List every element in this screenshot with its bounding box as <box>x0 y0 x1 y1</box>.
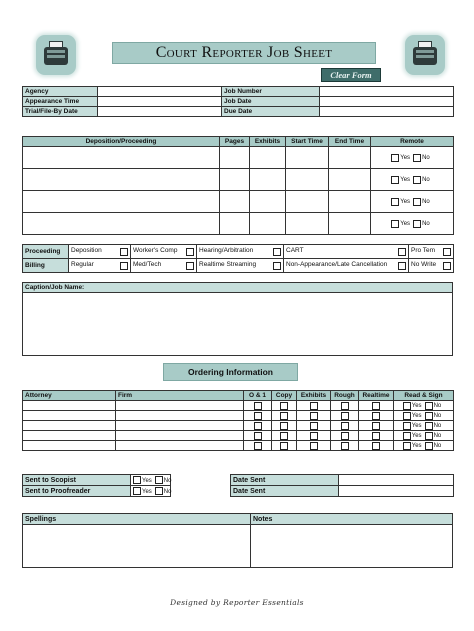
rough-checkbox[interactable] <box>341 402 349 410</box>
start-time-field[interactable] <box>286 213 329 235</box>
rough-checkbox[interactable] <box>341 412 349 420</box>
pages-field[interactable] <box>220 147 250 169</box>
start-time-field[interactable] <box>286 169 329 191</box>
billing-label: Billing <box>23 259 69 273</box>
read-sign-no-checkbox[interactable] <box>425 432 433 440</box>
remote-no-checkbox[interactable] <box>413 154 421 162</box>
col-pages: Pages <box>220 137 250 147</box>
firm-field[interactable] <box>116 441 244 451</box>
attorney-field[interactable] <box>23 421 116 431</box>
read-sign-yes-checkbox[interactable] <box>403 422 411 430</box>
exhibits-field[interactable] <box>250 213 286 235</box>
page-title: Court Reporter Job Sheet <box>155 44 333 61</box>
o-and-1-checkbox[interactable] <box>254 432 262 440</box>
footer-credit: Designed by Reporter Essentials <box>170 598 304 607</box>
deposition-field[interactable] <box>23 191 220 213</box>
spellings-label: Spellings <box>23 514 250 525</box>
ordering-title: Ordering Information <box>188 367 273 377</box>
end-time-field[interactable] <box>329 191 371 213</box>
remote-yes-checkbox[interactable] <box>391 154 399 162</box>
col-firm: Firm <box>116 391 244 401</box>
col-realtime: Realtime <box>359 391 394 401</box>
firm-field[interactable] <box>116 421 244 431</box>
proofreader-yes-checkbox[interactable] <box>133 487 141 495</box>
job-info-table <box>22 86 454 117</box>
sent-table: Sent to Scopist Yes No Date Sent Sent to Proofreader Yes No Date Sent <box>22 474 454 497</box>
non-appearance-checkbox[interactable] <box>398 262 406 270</box>
end-time-field[interactable] <box>329 213 371 235</box>
ordering-row: Yes No <box>23 401 454 411</box>
deposition-row: Yes No <box>23 191 454 213</box>
col-rough: Rough <box>331 391 359 401</box>
realtime-checkbox[interactable] <box>372 432 380 440</box>
col-deposition: Deposition/Proceeding <box>23 137 220 147</box>
deposition-field[interactable] <box>23 213 220 235</box>
col-attorney: Attorney <box>23 391 116 401</box>
job-date-field[interactable] <box>320 97 454 107</box>
hearing-arbitration-checkbox[interactable] <box>273 248 281 256</box>
deposition-row: Yes No <box>23 147 454 169</box>
appearance-time-label: Appearance Time <box>23 97 98 107</box>
exhibits-field[interactable] <box>250 169 286 191</box>
copy-checkbox[interactable] <box>280 402 288 410</box>
deposition-row: Yes No <box>23 169 454 191</box>
read-sign-no-checkbox[interactable] <box>425 402 433 410</box>
start-time-field[interactable] <box>286 191 329 213</box>
copy-checkbox[interactable] <box>280 412 288 420</box>
ordering-row: Yes No <box>23 421 454 431</box>
job-number-field[interactable] <box>320 87 454 97</box>
notes-label: Notes <box>251 514 452 525</box>
scopist-date-sent-field[interactable] <box>339 475 454 486</box>
remote-no-checkbox[interactable] <box>413 198 421 206</box>
no-write-checkbox[interactable] <box>443 262 451 270</box>
job-number-label: Job Number <box>222 87 320 97</box>
remote-no-checkbox[interactable] <box>413 220 421 228</box>
deposition-table <box>22 136 454 235</box>
copy-checkbox[interactable] <box>280 442 288 450</box>
agency-label: Agency <box>23 87 98 97</box>
o-and-1-checkbox[interactable] <box>254 402 262 410</box>
exhibits-checkbox[interactable] <box>310 402 318 410</box>
spellings-box <box>22 513 251 568</box>
appearance-time-field[interactable] <box>98 97 222 107</box>
stenotype-logo-right <box>405 35 445 75</box>
firm-field[interactable] <box>116 401 244 411</box>
proofreader-date-sent-field[interactable] <box>339 486 454 497</box>
remote-yes-checkbox[interactable] <box>391 220 399 228</box>
sent-to-proofreader-label: Sent to Proofreader <box>23 486 131 497</box>
proofreader-no-checkbox[interactable] <box>155 487 163 495</box>
realtime-checkbox[interactable] <box>372 402 380 410</box>
col-exhibits: Exhibits <box>297 391 331 401</box>
due-date-label: Due Date <box>222 107 320 117</box>
attorney-field[interactable] <box>23 401 116 411</box>
ordering-row: Yes No <box>23 411 454 421</box>
trial-date-label: Trial/File-By Date <box>23 107 98 117</box>
end-time-field[interactable] <box>329 147 371 169</box>
proceeding-label: Proceeding <box>23 245 69 259</box>
page-title-banner <box>112 42 376 64</box>
remote-yes-checkbox[interactable] <box>391 176 399 184</box>
pages-field[interactable] <box>220 191 250 213</box>
scopist-yes-checkbox[interactable] <box>133 476 141 484</box>
read-sign-yes-checkbox[interactable] <box>403 402 411 410</box>
deposition-checkbox[interactable] <box>120 248 128 256</box>
remote-yes-checkbox[interactable] <box>391 198 399 206</box>
col-o-and-1: O & 1 <box>244 391 272 401</box>
col-copy: Copy <box>272 391 297 401</box>
realtime-checkbox[interactable] <box>372 442 380 450</box>
notes-field[interactable] <box>251 525 452 567</box>
attorney-field[interactable] <box>23 411 116 421</box>
scopist-date-sent-label: Date Sent <box>231 475 339 486</box>
col-end-time: End Time <box>329 137 371 147</box>
caption-label: Caption/Job Name: <box>23 283 452 293</box>
col-remote: Remote <box>371 137 454 147</box>
ordering-row: Yes No <box>23 431 454 441</box>
ordering-table <box>22 390 454 451</box>
scopist-no-checkbox[interactable] <box>155 476 163 484</box>
exhibits-field[interactable] <box>250 147 286 169</box>
pages-field[interactable] <box>220 213 250 235</box>
notes-box <box>250 513 453 568</box>
pro-tem-checkbox[interactable] <box>443 248 451 256</box>
start-time-field[interactable] <box>286 147 329 169</box>
exhibits-checkbox[interactable] <box>310 422 318 430</box>
remote-no-checkbox[interactable] <box>413 176 421 184</box>
realtime-checkbox[interactable] <box>372 412 380 420</box>
exhibits-checkbox[interactable] <box>310 412 318 420</box>
rough-checkbox[interactable] <box>341 432 349 440</box>
ordering-banner <box>163 363 298 381</box>
agency-field[interactable] <box>98 87 222 97</box>
col-read-sign: Read & Sign <box>394 391 454 401</box>
o-and-1-checkbox[interactable] <box>254 442 262 450</box>
cart-checkbox[interactable] <box>398 248 406 256</box>
proceeding-billing-table: Proceeding Deposition Worker's Comp Hearing/Arbitration CART Pro Tem Billing Regular Med/Tech Realtime Streaming Non-Appearance/Late Cancellation No Write <box>22 244 454 273</box>
due-date-field[interactable] <box>320 107 454 117</box>
o-and-1-checkbox[interactable] <box>254 412 262 420</box>
copy-checkbox[interactable] <box>280 432 288 440</box>
read-sign-yes-checkbox[interactable] <box>403 412 411 420</box>
ordering-row: Yes No <box>23 441 454 451</box>
read-sign-no-checkbox[interactable] <box>425 422 433 430</box>
firm-field[interactable] <box>116 411 244 421</box>
deposition-field[interactable] <box>23 147 220 169</box>
read-sign-no-checkbox[interactable] <box>425 442 433 450</box>
rough-checkbox[interactable] <box>341 422 349 430</box>
clear-form-button[interactable]: Clear Form <box>321 68 381 82</box>
copy-checkbox[interactable] <box>280 422 288 430</box>
rough-checkbox[interactable] <box>341 442 349 450</box>
attorney-field[interactable] <box>23 441 116 451</box>
o-and-1-checkbox[interactable] <box>254 422 262 430</box>
proofreader-date-sent-label: Date Sent <box>231 486 339 497</box>
read-sign-yes-checkbox[interactable] <box>403 432 411 440</box>
trial-date-field[interactable] <box>98 107 222 117</box>
read-sign-yes-checkbox[interactable] <box>403 442 411 450</box>
realtime-streaming-checkbox[interactable] <box>273 262 281 270</box>
pages-field[interactable] <box>220 169 250 191</box>
workers-comp-checkbox[interactable] <box>186 248 194 256</box>
end-time-field[interactable] <box>329 169 371 191</box>
read-sign-no-checkbox[interactable] <box>425 412 433 420</box>
exhibits-field[interactable] <box>250 191 286 213</box>
col-exhibits: Exhibits <box>250 137 286 147</box>
caption-box <box>22 282 453 356</box>
spellings-field[interactable] <box>23 525 250 567</box>
deposition-field[interactable] <box>23 169 220 191</box>
realtime-checkbox[interactable] <box>372 422 380 430</box>
exhibits-checkbox[interactable] <box>310 442 318 450</box>
caption-field[interactable] <box>23 293 452 356</box>
deposition-row: Yes No <box>23 213 454 235</box>
regular-checkbox[interactable] <box>120 262 128 270</box>
stenotype-logo-left <box>36 35 76 75</box>
sent-to-scopist-label: Sent to Scopist <box>23 475 131 486</box>
med-tech-checkbox[interactable] <box>186 262 194 270</box>
attorney-field[interactable] <box>23 431 116 441</box>
firm-field[interactable] <box>116 431 244 441</box>
col-start-time: Start Time <box>286 137 329 147</box>
job-date-label: Job Date <box>222 97 320 107</box>
exhibits-checkbox[interactable] <box>310 432 318 440</box>
